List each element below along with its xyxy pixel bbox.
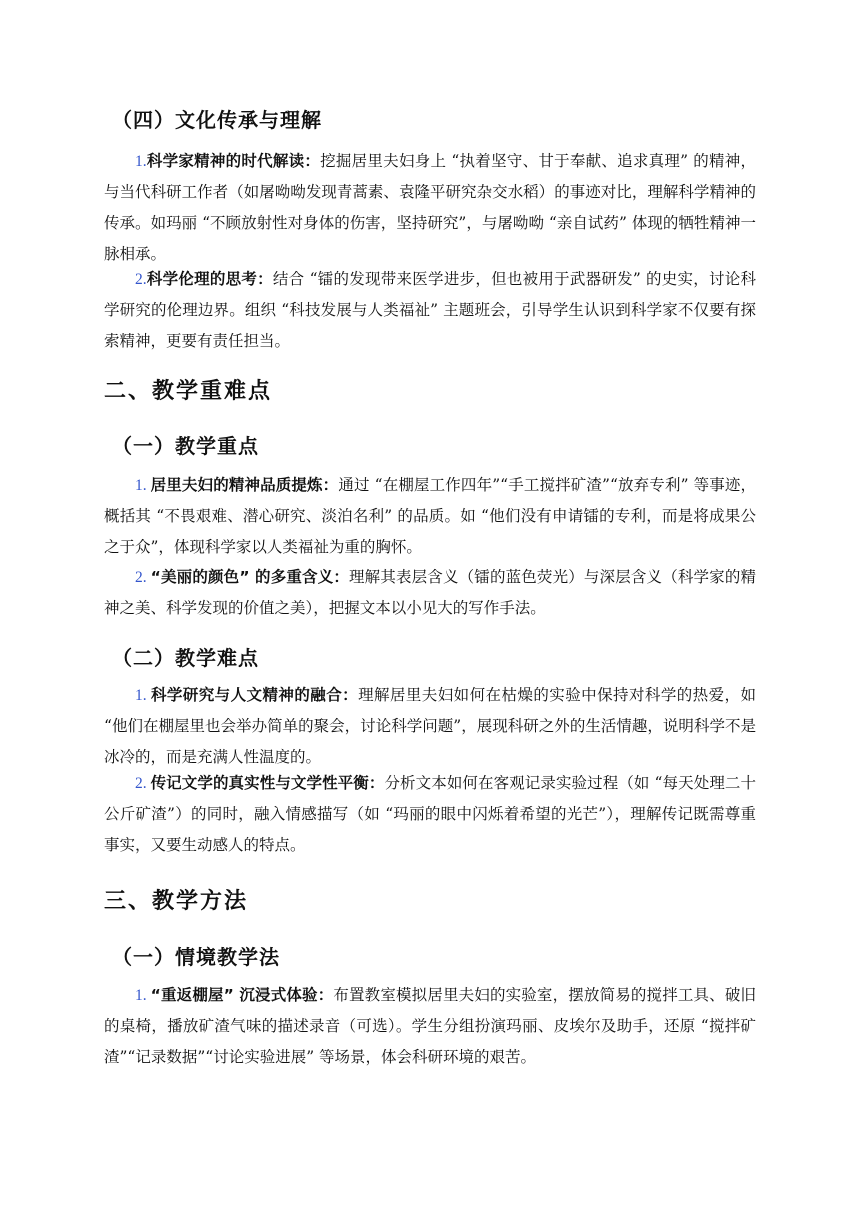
subheading-situational-teaching: （一）情境教学法 bbox=[112, 945, 280, 969]
paragraph-beautiful-color bbox=[104, 562, 756, 624]
heading-teaching-methods: 三、教学方法 bbox=[104, 889, 249, 914]
item-title: 科学家精神的时代解读： bbox=[146, 152, 321, 170]
paragraph-scientist-spirit bbox=[104, 146, 756, 270]
item-number: 1. bbox=[135, 153, 147, 170]
item-number: 2. bbox=[135, 271, 147, 288]
item-title: “美丽的颜色” 的多重含义： bbox=[150, 568, 350, 586]
paragraph-immersive-experience bbox=[104, 980, 756, 1073]
item-title: 科学伦理的思考： bbox=[146, 270, 273, 288]
item-title: 科学研究与人文精神的融合： bbox=[150, 686, 359, 704]
paragraph-biography-balance bbox=[104, 768, 756, 861]
item-number: 1. bbox=[135, 477, 151, 494]
heading-key-points: 二、教学重难点 bbox=[104, 379, 273, 404]
item-text: 分析文本如何在客观记录实验过程（如 “每天处理二十公斤矿渣”）的同时，融入情感描写（如 “玛丽的眼中闪烁着希望的光芒”），理解传记既需尊重事实，又要生动感人的特点。 bbox=[104, 774, 756, 854]
item-number: 2. bbox=[135, 569, 151, 586]
item-text: 通过 “在棚屋工作四年”“手工搅拌矿渣”“放弃专利” 等事迹，概括其 “不畏艰难、潜心研究、淡泊名利” 的品质。如 “他们没有申请镭的专利，而是将成果公之于众”，体现科学家以人类福祉为重的胸怀。 bbox=[104, 476, 756, 556]
subheading-teaching-focus: （一）教学重点 bbox=[112, 434, 259, 458]
item-text: 布置教室模拟居里夫妇的实验室，摆放简易的搅拌工具、破旧的桌椅，播放矿渣气味的描述录音（可选）。学生分组扮演玛丽、皮埃尔及助手，还原 “搅拌矿渣”“记录数据”“讨论实验进展” 等场景，体会科研环境的艰苦。 bbox=[104, 986, 756, 1066]
item-title: “重返棚屋” 沉浸式体验： bbox=[150, 986, 334, 1004]
item-text: 结合 “镭的发现带来医学进步，但也被用于武器研发” 的史实，讨论科学研究的伦理边界。组织 “科技发展与人类福祉” 主题班会，引导学生认识到科学家不仅要有探索精神，更要有责任担当。 bbox=[104, 270, 756, 350]
item-number: 2. bbox=[135, 775, 151, 792]
subheading-teaching-difficulty: （二）教学难点 bbox=[112, 646, 259, 670]
item-text: 理解其表层含义（镭的蓝色荧光）与深层含义（科学家的精神之美、科学发现的价值之美），把握文本以小见大的写作手法。 bbox=[104, 568, 756, 617]
paragraph-spirit-quality bbox=[104, 470, 756, 563]
paragraph-science-ethics bbox=[104, 264, 756, 357]
item-title: 居里夫妇的精神品质提炼： bbox=[150, 476, 339, 494]
item-number: 1. bbox=[135, 987, 151, 1004]
paragraph-science-humanity bbox=[104, 680, 756, 773]
section-heading-culture: （四）文化传承与理解 bbox=[112, 108, 322, 132]
item-text: 理解居里夫妇如何在枯燥的实验中保持对科学的热爱，如 “他们在棚屋里也会举办简单的聚会，讨论科学问题”，展现科研之外的生活情趣，说明科学不是冰冷的，而是充满人性温度的。 bbox=[104, 686, 756, 766]
item-title: 传记文学的真实性与文学性平衡： bbox=[150, 774, 385, 792]
item-text: 挖掘居里夫妇身上 “执着坚守、甘于奉献、追求真理” 的精神，与当代科研工作者（如屠呦呦发现青蒿素、袁隆平研究杂交水稻）的事迹对比，理解科学精神的传承。如玛丽 “不顾放射性对身体的伤害，坚持研究”，与屠呦呦 “亲自试药” 体现的牺牲精神一脉相承。 bbox=[104, 152, 756, 263]
item-number: 1. bbox=[135, 687, 151, 704]
